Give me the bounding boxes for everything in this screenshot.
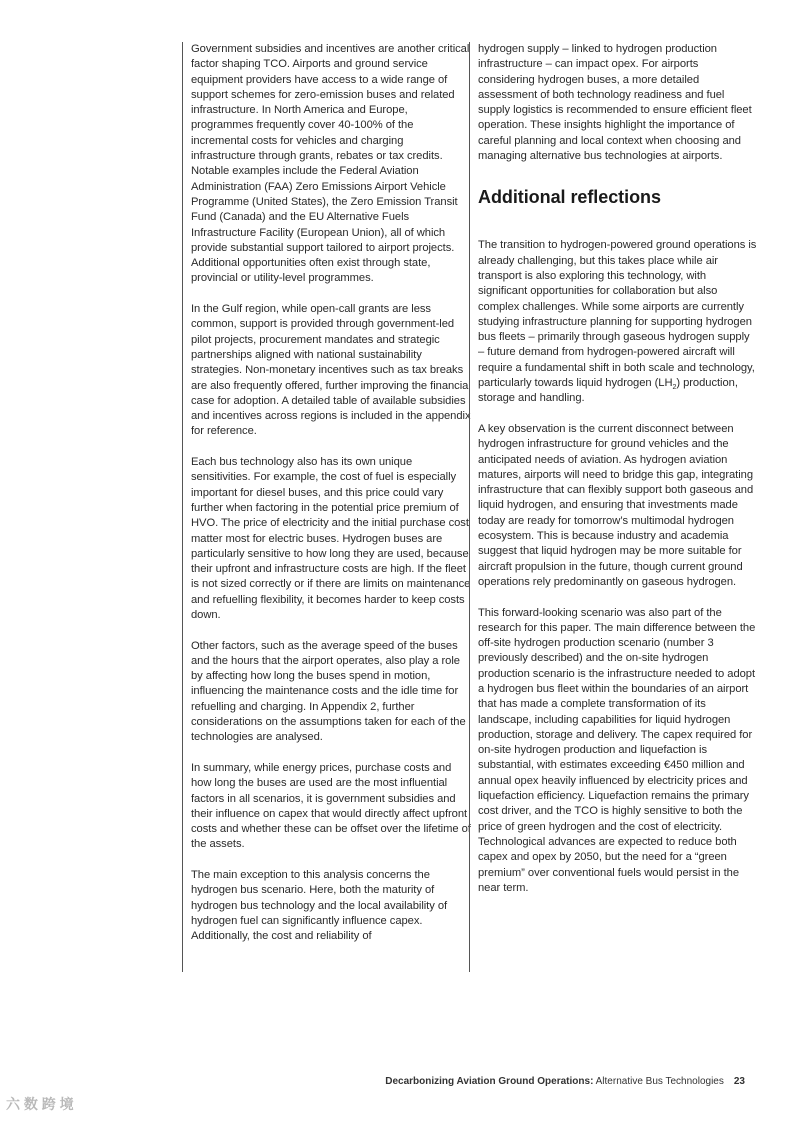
body-paragraph: Each bus technology also has its own unique sensitivities. For example, the cost of fuel is especially important for diesel buses, and this price could vary further when factoring in the potential price premium of HVO. The price of electricity and the initial purchase cost matter most for electric buses. Hydrogen buses are particularly sensitive to how long they are used, because their upfront and infrastructure costs are high. If the fleet is not sized correctly or if there are limits on maintenance and refuelling flexibility, it becomes harder to keep costs down. — [191, 456, 471, 621]
body-paragraph: Other factors, such as the average speed of the buses and the hours that the airport operates, also play a role by affecting how long the buses spend in motion, influencing the maintenance costs and the idle time for refuelling and charging. In Appendix 2, further considerations on the assumptions taken for each of the technologies are analysed. — [191, 639, 466, 744]
page-number: 23 — [733, 1076, 745, 1087]
body-paragraph: This forward-looking scenario was also part of the research for this paper. The main difference between the off-site hydrogen production scenario (number 3 previously described) and the on-site hydrogen production scenario is the infrastructure needed to adopt a hydrogen bus fleet within the boundaries of an airport that has made a complete transformation of its landscape, including capabilities for liquid hydrogen production, storage and delivery. The capex required for on-site hydrogen production and liquefaction is substantial, with estimates exceeding €450 million and annual opex heavily influenced by electricity prices and liquefaction efficiency. Liquefaction remains the primary cost driver, and the TCO is highly sensitive to both the price of green hydrogen and the cost of electricity. Technological advances are expected to reduce both capex and opex by 2050, but the need for a “green premium” over conventional fuels would persist in the near term. — [478, 606, 756, 894]
right-column — [469, 42, 758, 972]
section-heading: Additional reflections — [478, 187, 661, 208]
watermark: 六 数 跨 境 — [6, 1096, 74, 1112]
body-paragraph: The main exception to this analysis concerns the hydrogen bus scenario. Here, both the maturity of hydrogen bus technology and the local availability of hydrogen fuel can significantly influence capex. Additionally, the cost and reliability of — [191, 869, 448, 943]
footer-title-rest: Alternative Bus Technologies — [593, 1076, 724, 1087]
body-paragraph — [478, 238, 758, 406]
subscript: 2 — [672, 384, 677, 392]
body-paragraph: In summary, while energy prices, purchase costs and how long the buses are used are the most influential factors in all scenarios, it is government subsidies and their influence on capex that would directly affect upfront costs and whether these can be offset over the lifetime of the assets. — [191, 761, 471, 851]
body-paragraph: In the Gulf region, while open-call grants are less common, support is provided through government-led pilot projects, procurement mandates and strategic partnerships aligned with national sustainability strategies. Non-monetary incentives such as tax breaks are also frequently offered, further improving the financial case for adoption. A detailed table of available subsidies and incentives across regions is included in the appendix for reference. — [191, 303, 471, 438]
body-paragraph: Government subsidies and incentives are another critical factor shaping TCO. Airports and ground service equipment providers have access to a wide range of support schemes for zero-emission buses and related infrastructure. In North America and Europe, programmes frequently cover 40-100% of the incremental costs for vehicles and charging infrastructure through grants, rebates or tax credits. Notable examples include the Federal Aviation Administration (FAA) Zero Emissions Airport Vehicle Programme (United States), the Zero Emission Transit Fund (Canada) and the EU Alternative Fuels Infrastructure Facility (European Union), all of which provide substantial support tailored to airport projects. Additional opportunities often exist through state, provincial or utility-level programmes. — [191, 43, 470, 285]
footer-title-bold: Decarbonizing Aviation Ground Operations: — [385, 1076, 594, 1087]
paragraph-text: The transition to hydrogen-powered ground operations is already challenging, but this takes place while air transport is also exploring this technology, with significant opportunities for collaboration but also complex challenges. While some airports are currently studying infrastructure planning for supporting hydrogen bus fleets – primarily through gaseous hydrogen supply – future demand from hydrogen-powered aircraft will require a fundamental shift in both scale and technology, particularly towards liquid hydrogen (LH — [478, 239, 757, 390]
page-footer — [385, 1076, 745, 1087]
paragraph-text: ) production, storage and handling. — [478, 377, 738, 405]
body-paragraph: A key observation is the current disconnect between hydrogen infrastructure for ground vehicles and the anticipated needs of aviation. As hydrogen aviation matures, airports will need to bridge this gap, integrating infrastructure that can flexibly support both gaseous and liquid hydrogen, and ensuring that investments made today are ready for tomorrow’s multimodal hydrogen ecosystem. This is because industry and academia suggest that liquid hydrogen may be more suitable for aircraft propulsion in the future, though current ground operations rely predominantly on gaseous hydrogen. — [478, 422, 754, 588]
body-paragraph: hydrogen supply – linked to hydrogen production infrastructure – can impact opex. For airports considering hydrogen buses, a more detailed assessment of both technology readiness and fuel supply logistics is recommended to ensure efficient fleet operation. These insights highlight the importance of careful planning and local context when choosing and managing alternative bus technologies at airports. — [478, 43, 752, 163]
left-column — [182, 42, 471, 972]
